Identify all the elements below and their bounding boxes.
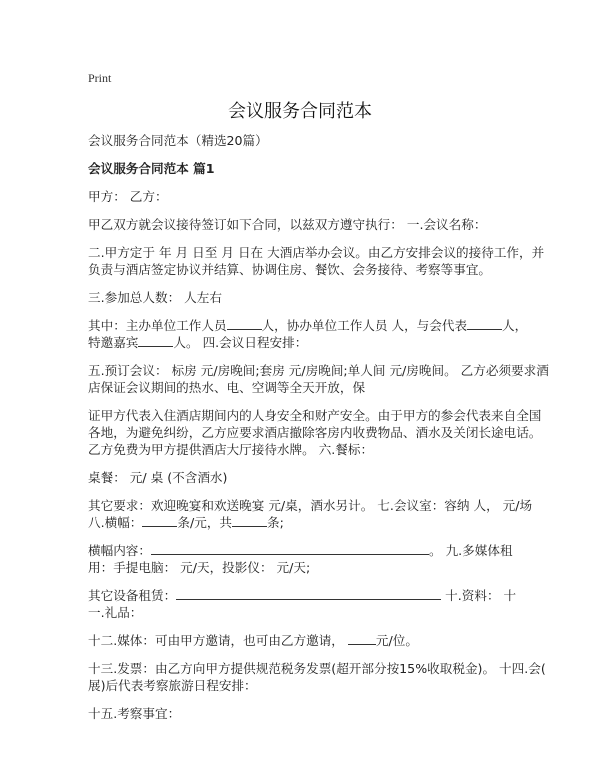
text-segment: 一.礼品： bbox=[88, 605, 143, 620]
text-segment: 乙方免费为甲方提供酒店大厅接待水牌。 六.餐标： bbox=[88, 442, 374, 457]
text-line bbox=[88, 261, 528, 278]
text-line bbox=[88, 188, 528, 205]
paragraph bbox=[88, 542, 528, 576]
text-line bbox=[88, 514, 528, 531]
text-segment: 。 九.多媒体租 bbox=[428, 543, 513, 558]
text-segment: 甲乙双方就会议接待签订如下合同，以兹双方遵守执行： 一.会议名称： bbox=[88, 217, 487, 232]
text-line bbox=[88, 362, 549, 379]
fill-in-blank bbox=[232, 514, 267, 527]
text-line bbox=[88, 559, 528, 576]
text-line bbox=[88, 160, 528, 177]
text-segment: 人，协办单位工作人员 人，与会代表 bbox=[261, 318, 468, 333]
fill-in-blank bbox=[176, 587, 441, 600]
text-line bbox=[88, 424, 542, 441]
text-line bbox=[88, 244, 545, 261]
text-segment: 会议服务合同范本（精选20篇） bbox=[88, 133, 268, 148]
text-segment: 特邀嘉宾 bbox=[88, 335, 139, 350]
print-link[interactable]: Print bbox=[88, 71, 112, 85]
text-segment: 桌餐： 元/ 桌 (不含酒水) bbox=[88, 470, 228, 485]
text-line bbox=[88, 677, 528, 694]
text-line bbox=[88, 587, 528, 604]
text-segment: 用：手提电脑： 元/天，投影仪： 元/天; bbox=[88, 560, 311, 575]
text-segment: 甲方： 乙方： bbox=[88, 189, 168, 204]
text-line bbox=[88, 497, 533, 514]
paragraph bbox=[88, 289, 528, 306]
text-line bbox=[88, 469, 528, 486]
text-segment: 证甲方代表入住酒店期间内的人身安全和财产安全。由于甲方的参会代表来自全国 bbox=[88, 408, 542, 423]
text-segment: 其中：主办单位工作人员 bbox=[88, 318, 227, 333]
text-line bbox=[88, 317, 528, 334]
text-segment: 五.预订会议： 标房 元/房晚间;套房 元/房晚间;单人间 元/房晚间。 乙方必须要求酒 bbox=[88, 363, 549, 378]
text-line bbox=[88, 132, 528, 149]
paragraph bbox=[88, 632, 528, 649]
text-segment: 人。 四.会议日程安排： bbox=[173, 335, 308, 350]
text-line bbox=[88, 604, 528, 621]
text-segment: 十.资料： 十 bbox=[441, 588, 517, 603]
text-segment: 条/元，共 bbox=[177, 515, 233, 530]
text-segment: 条; bbox=[267, 515, 284, 530]
fill-in-blank bbox=[142, 514, 177, 527]
text-line bbox=[88, 705, 528, 722]
fill-in-blank bbox=[227, 317, 262, 330]
paragraph bbox=[88, 407, 542, 458]
text-segment: 三.参加总人数： 人左右 bbox=[88, 290, 222, 305]
paragraph bbox=[88, 244, 545, 278]
text-segment: 二.甲方定于 年 月 日至 月 日在 大酒店举办会议。由乙方安排会议的接待工作，并 bbox=[88, 245, 545, 260]
paragraph bbox=[88, 132, 528, 149]
text-segment: 十二.媒体：可由甲方邀请，也可由乙方邀请， bbox=[88, 633, 348, 648]
paragraph bbox=[88, 216, 528, 233]
text-line bbox=[88, 334, 528, 351]
text-line bbox=[88, 632, 528, 649]
text-line bbox=[88, 407, 542, 424]
text-segment: 店保证会议期间的热水、电、空调等全天开放，保 bbox=[88, 380, 366, 395]
fill-in-blank bbox=[138, 334, 173, 347]
text-line bbox=[88, 289, 528, 306]
text-segment: 会议服务合同范本 篇1 bbox=[88, 161, 215, 176]
paragraph bbox=[88, 587, 528, 621]
paragraph bbox=[88, 705, 528, 722]
fill-in-blank bbox=[467, 317, 502, 330]
section-heading bbox=[88, 160, 528, 177]
text-line bbox=[88, 660, 546, 677]
fill-in-blank bbox=[151, 542, 429, 555]
document-body bbox=[88, 132, 549, 733]
text-segment: 其它设备租赁： bbox=[88, 588, 177, 603]
paragraph bbox=[88, 497, 533, 531]
text-segment: 十五.考察事宜： bbox=[88, 706, 181, 721]
text-segment: 其它要求：欢迎晚宴和欢送晚宴 元/桌，酒水另计。 七.会议室：容纳 人， 元/场 bbox=[88, 498, 533, 513]
text-line bbox=[88, 379, 528, 396]
paragraph bbox=[88, 469, 528, 486]
text-line bbox=[88, 441, 528, 458]
text-segment: 元/位。 bbox=[375, 633, 418, 648]
text-segment: 八.横幅： bbox=[88, 515, 143, 530]
text-line bbox=[88, 216, 528, 233]
text-segment: 十三.发票：由乙方向甲方提供规范税务发票(超开部分按15%收取税金)。 十四.会( bbox=[88, 661, 546, 676]
text-segment: 人， bbox=[502, 318, 528, 333]
paragraph bbox=[88, 660, 546, 694]
paragraph bbox=[88, 362, 549, 396]
paragraph bbox=[88, 317, 528, 351]
text-segment: 展)后代表考察旅游日程安排： bbox=[88, 678, 257, 693]
text-segment: 负责与酒店签定协议并结算、协调住房、餐饮、会务接待、考察等事宜。 bbox=[88, 262, 491, 277]
text-segment: 各地，为避免纠纷，乙方应要求酒店撤除客房内收费物品、酒水及关闭长途电话。 bbox=[88, 425, 542, 440]
fill-in-blank bbox=[348, 632, 376, 645]
text-segment: 横幅内容： bbox=[88, 543, 151, 558]
paragraph bbox=[88, 188, 528, 205]
text-line bbox=[88, 542, 528, 559]
document-title: 会议服务合同范本 bbox=[228, 101, 372, 122]
